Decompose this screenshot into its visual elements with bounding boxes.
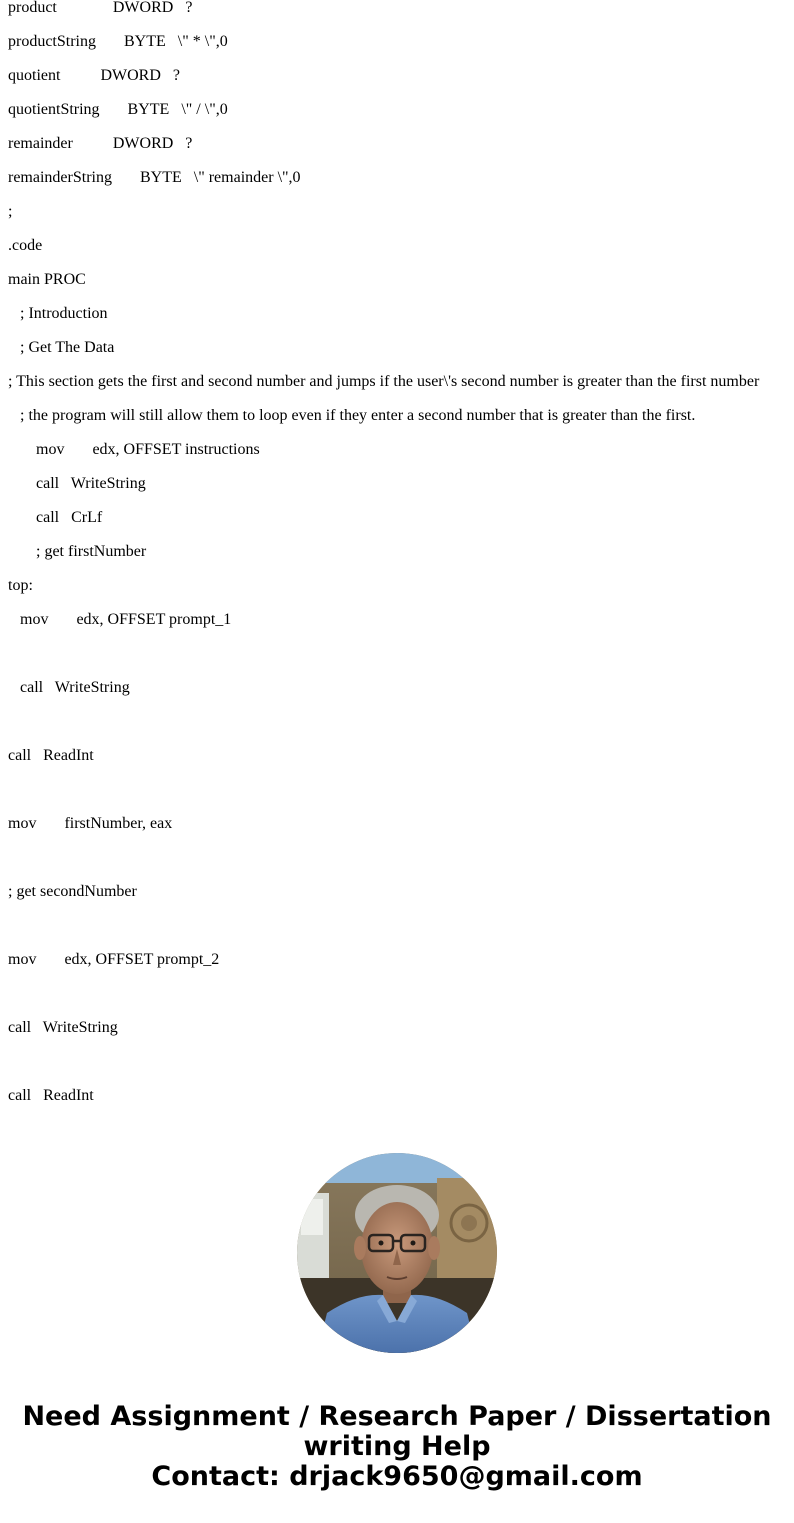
code-line: quotientString BYTE \" / \",0 — [8, 101, 228, 118]
banner-line-help: writing Help — [303, 1431, 491, 1462]
code-line: call WriteString — [8, 1019, 118, 1036]
code-line: call ReadInt — [8, 747, 94, 764]
code-line: ; — [8, 203, 13, 220]
code-line: call ReadInt — [8, 1087, 94, 1104]
code-line: .code — [8, 237, 43, 254]
code-line: mov firstNumber, eax — [8, 815, 173, 832]
code-line: productString BYTE \" * \",0 — [8, 33, 228, 50]
code-line: main PROC — [8, 271, 86, 288]
contact-banner — [0, 1402, 794, 1492]
code-line: call CrLf — [8, 509, 103, 526]
banner-line-assignment: Need Assignment / Research Paper / Dissertation — [22, 1401, 772, 1432]
code-line: ; get secondNumber — [8, 883, 137, 900]
code-line: remainder DWORD ? — [8, 135, 193, 152]
author-photo — [297, 1153, 497, 1353]
code-line: ; get firstNumber — [8, 543, 147, 560]
code-line: call WriteString — [8, 679, 130, 696]
code-line: mov edx, OFFSET instructions — [8, 441, 260, 458]
code-line: ; Introduction — [8, 305, 108, 322]
code-line: top: — [8, 577, 33, 594]
code-line: product DWORD ? — [8, 0, 193, 16]
code-line: call WriteString — [8, 475, 146, 492]
code-line: mov edx, OFFSET prompt_2 — [8, 951, 220, 968]
code-line: ; Get The Data — [8, 339, 115, 356]
code-line: mov edx, OFFSET prompt_1 — [8, 611, 232, 628]
code-line: remainderString BYTE \" remainder \",0 — [8, 169, 301, 186]
code-line: ; This section gets the first and second number and jumps if the user\'s second number is greater than the first number — [8, 373, 760, 390]
code-line: ; the program will still allow them to loop even if they enter a second number that is greater than the first. — [8, 407, 696, 424]
person-portrait-icon — [297, 1153, 497, 1353]
code-line: quotient DWORD ? — [8, 67, 180, 84]
banner-line-contact: Contact: drjack9650@gmail.com — [151, 1461, 643, 1492]
